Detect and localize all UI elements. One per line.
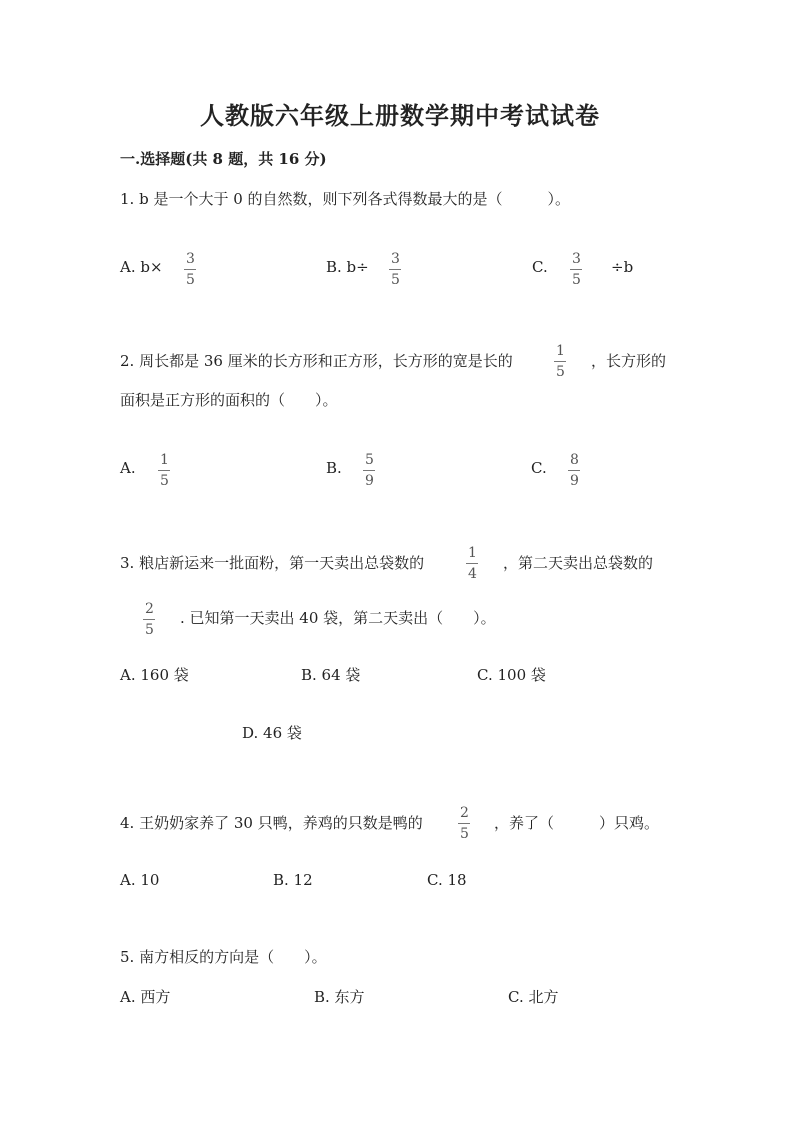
question-4-text: 4. 王奶奶家养了 30 只鸭，养鸡的只数是鸭的 xyxy=(120,814,423,832)
q5-option-c: C. 北方 xyxy=(508,988,559,1006)
fraction-denominator: 4 xyxy=(468,566,477,582)
q5-option-b: B. 东方 xyxy=(314,988,365,1006)
fraction-denominator: 9 xyxy=(570,473,579,489)
fraction-numerator: 2 xyxy=(460,805,469,821)
fraction-numerator: 2 xyxy=(145,601,154,617)
q3-option-c: C. 100 袋 xyxy=(477,666,546,684)
fraction-denominator: 5 xyxy=(391,272,400,288)
question-2-text-continued: ，长方形的 xyxy=(591,352,667,370)
q3-option-b: B. 64 袋 xyxy=(301,666,361,684)
q4-option-a: A. 10 xyxy=(120,871,160,889)
q1-option-c-fraction xyxy=(570,252,583,287)
q2-fraction xyxy=(554,344,567,379)
fraction-denominator: 5 xyxy=(556,364,565,380)
q1-option-b-fraction xyxy=(389,252,402,287)
q1-option-a-fraction xyxy=(184,252,197,287)
q4-fraction xyxy=(458,806,471,841)
fraction-numerator: 1 xyxy=(556,343,565,359)
question-3-text: 3. 粮店新运来一批面粉，第一天卖出总袋数的 xyxy=(120,554,425,572)
question-3-text-line2: . 已知第一天卖出 40 袋，第二天卖出（ ）。 xyxy=(180,609,496,627)
q2-option-b-fraction xyxy=(363,453,376,488)
page-title: 人教版六年级上册数学期中考试试卷 xyxy=(200,101,600,130)
fraction-numerator: 1 xyxy=(160,452,169,468)
fraction-numerator: 3 xyxy=(391,251,400,267)
q3-fraction-first xyxy=(466,546,479,581)
fraction-denominator: 5 xyxy=(160,473,169,489)
fraction-denominator: 5 xyxy=(145,622,154,638)
q3-option-a: A. 160 袋 xyxy=(120,666,189,684)
fraction-denominator: 5 xyxy=(572,272,581,288)
fraction-denominator: 9 xyxy=(365,473,374,489)
fraction-numerator: 3 xyxy=(572,251,581,267)
fraction-numerator: 1 xyxy=(468,545,477,561)
q3-option-d: D. 46 袋 xyxy=(242,724,302,742)
q2-option-b-text: B. xyxy=(326,459,342,477)
fraction-numerator: 3 xyxy=(186,251,195,267)
q4-option-b: B. 12 xyxy=(273,871,313,889)
question-5-text: 5. 南方相反的方向是（ ）。 xyxy=(120,948,327,966)
question-2-text: 2. 周长都是 36 厘米的长方形和正方形，长方形的宽是长的 xyxy=(120,352,513,370)
q2-option-c-fraction xyxy=(568,453,581,488)
question-4-text-continued: ，养了（ ）只鸡。 xyxy=(494,814,660,832)
question-2-text-line2: 面积是正方形的面积的（ ）。 xyxy=(120,391,338,409)
question-3-text-continued: ，第二天卖出总袋数的 xyxy=(503,554,654,572)
q1-option-b-text: B. b÷ xyxy=(326,258,369,276)
question-1-text: 1. b 是一个大于 0 的自然数，则下列各式得数最大的是（ ）。 xyxy=(120,190,571,208)
fraction-denominator: 5 xyxy=(460,826,469,842)
fraction-denominator: 5 xyxy=(186,272,195,288)
q1-option-c-suffix: ÷b xyxy=(611,258,634,276)
q2-option-c-text: C. xyxy=(531,459,547,477)
q1-option-a-text: A. b× xyxy=(120,258,163,276)
q5-option-a: A. 西方 xyxy=(120,988,171,1006)
fraction-numerator: 5 xyxy=(365,452,374,468)
q2-option-a-text: A. xyxy=(120,459,136,477)
q1-option-c-text: C. xyxy=(532,258,548,276)
q2-option-a-fraction xyxy=(158,453,171,488)
q3-fraction-second xyxy=(143,602,156,637)
section-heading: 一.选择题(共 8 题，共 16 分) xyxy=(120,150,327,168)
fraction-numerator: 8 xyxy=(570,452,579,468)
q4-option-c: C. 18 xyxy=(427,871,467,889)
